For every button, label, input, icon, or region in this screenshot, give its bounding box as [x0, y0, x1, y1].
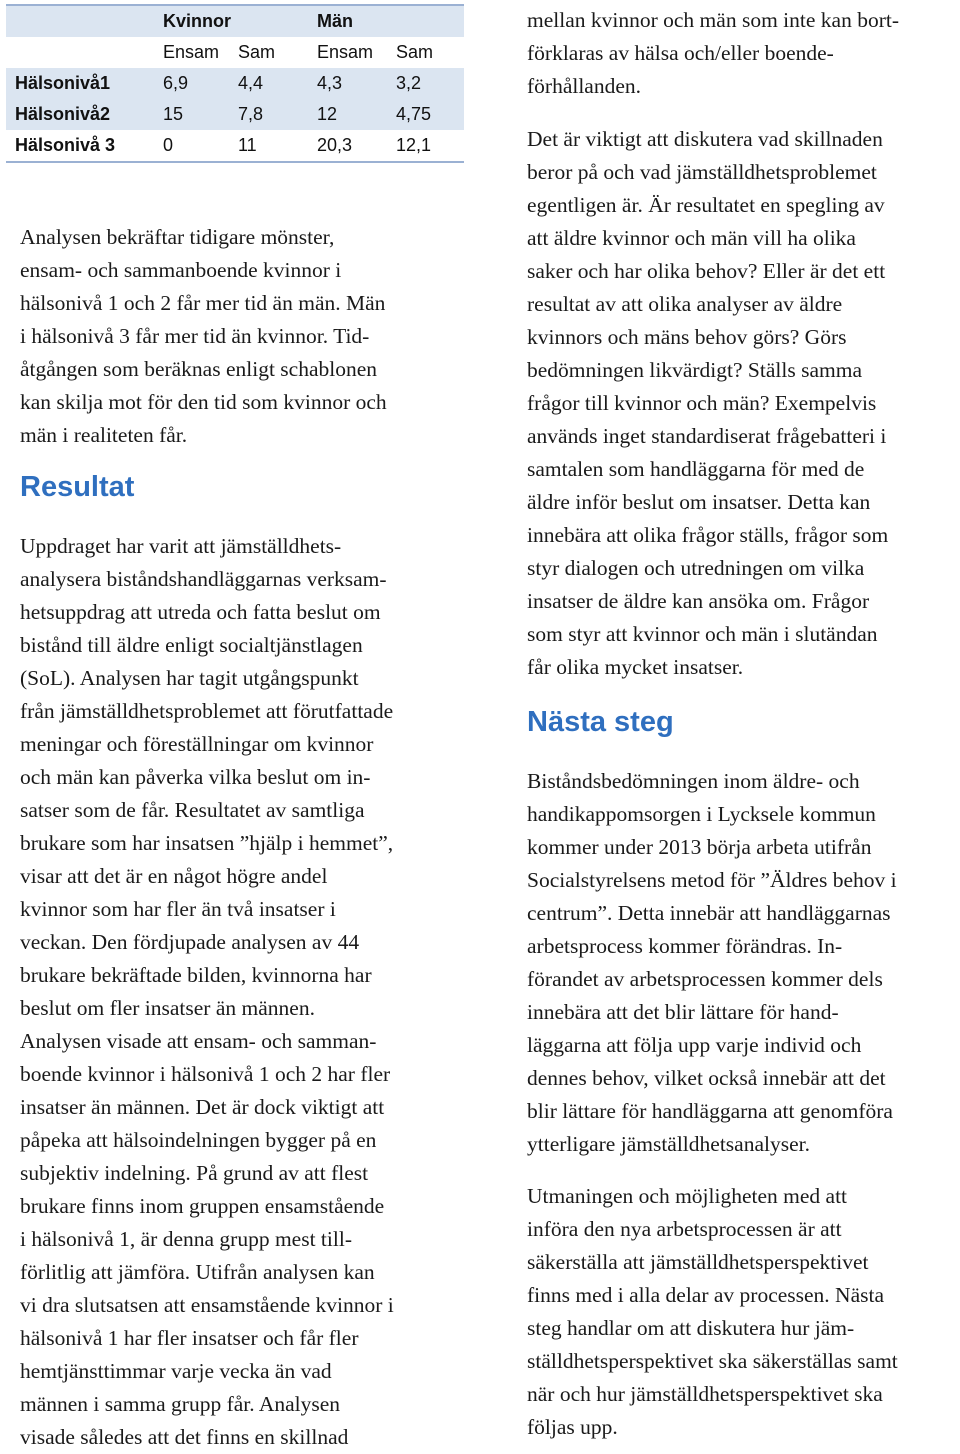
table-cell: 15: [151, 99, 226, 130]
text-line: innebära att det blir lättare för hand-: [527, 1000, 839, 1024]
text-line: och män kan påverka vilka beslut om in-: [20, 765, 371, 789]
text-line: förklaras av hälsa och/eller boende-: [527, 41, 834, 65]
challenge-paragraph: [527, 1180, 898, 1444]
text-line: från jämställdhetsproblemet att förutfattade: [20, 699, 394, 723]
text-line: påpeka att hälsoindelningen bygger på en: [20, 1128, 377, 1152]
text-line: brukare som har insatsen ”hjälp i hemmet”,: [20, 831, 394, 855]
text-line: när och hur jämställdhetsperspektivet ska: [527, 1382, 883, 1406]
text-line: beslut om fler insatser än männen.: [20, 996, 315, 1020]
table-subheader-row: [6, 37, 464, 68]
text-line: beror på och vad jämställdhetsproblemet: [527, 160, 877, 184]
intro-paragraph: [20, 221, 387, 452]
text-line: Socialstyrelsens metod för ”Äldres behov i: [527, 868, 897, 892]
text-line: förhållanden.: [527, 74, 642, 98]
text-line: saker och har olika behov? Eller är det ett: [527, 259, 886, 283]
next-steps-paragraph: [527, 765, 897, 1161]
discussion-paragraph: [527, 123, 888, 684]
table-cell: 11: [226, 130, 305, 162]
text-line: hälsonivå 1 och 2 får mer tid än män. Män: [20, 291, 386, 315]
text-line: hemtjänsttimmar varje vecka än vad: [20, 1359, 332, 1383]
text-line: dennes behov, vilket också innebär att det: [527, 1066, 886, 1090]
row-label: Hälsonivå 3: [6, 130, 151, 162]
text-line: männen i samma grupp får. Analysen: [20, 1392, 341, 1416]
table-cell: 4,3: [305, 68, 384, 99]
text-line: resultat av att olika analyser av äldre: [527, 292, 843, 316]
subheader-cell: Sam: [396, 42, 434, 62]
table-cell: 4,4: [226, 68, 305, 99]
text-line: Det är viktigt att diskutera vad skillnaden: [527, 127, 883, 151]
continued-paragraph: [527, 4, 899, 103]
next-steps-heading: Nästa steg: [527, 706, 674, 738]
text-line: Analysen bekräftar tidigare mönster,: [20, 225, 335, 249]
table-cell: 6,9: [151, 68, 226, 99]
text-line: i hälsonivå 3 får mer tid än kvinnor. Tid-: [20, 324, 370, 348]
text-line: mellan kvinnor och män som inte kan bort-: [527, 8, 899, 32]
text-line: åtgången som beräknas enligt schablonen: [20, 357, 378, 381]
text-line: som styr att kvinnor och män i slutändan: [527, 622, 878, 646]
text-line: läggarna att följa upp varje individ och: [527, 1033, 862, 1057]
subheader-cell: Ensam: [317, 42, 374, 62]
text-line: samtalen som handläggarna för med de: [527, 457, 865, 481]
text-line: får olika mycket insatser.: [527, 655, 744, 679]
table-cell: 7,8: [226, 99, 305, 130]
text-line: Utmaningen och möjligheten med att: [527, 1184, 848, 1208]
text-line: kommer under 2013 börja arbeta utifrån: [527, 835, 872, 859]
text-line: meningar och föreställningar om kvinnor: [20, 732, 374, 756]
text-line: ställdhetsperspektivet ska säkerställas samt: [527, 1349, 898, 1373]
table-row: [6, 99, 464, 130]
text-line: (SoL). Analysen har tagit utgångspunkt: [20, 666, 359, 690]
text-line: äldre inför beslut om insatser. Detta kan: [527, 490, 871, 514]
text-line: centrum”. Detta innebär att handläggarnas: [527, 901, 891, 925]
text-line: Uppdraget har varit att jämställdhets-: [20, 534, 342, 558]
text-line: steg handlar om att diskutera hur jäm-: [527, 1316, 855, 1340]
results-paragraph: [20, 530, 394, 1454]
text-line: arbetsprocess kommer förändras. In-: [527, 934, 843, 958]
text-line: styr dialogen och utredningen om vilka: [527, 556, 865, 580]
text-line: finns med i alla delar av processen. Nästa: [527, 1283, 885, 1307]
text-line: blir lättare för handläggarna att genomföra: [527, 1099, 893, 1123]
table-group-header-row: [6, 5, 464, 37]
text-line: brukare bekräftade bilden, kvinnorna har: [20, 963, 372, 987]
text-line: förlitlig att jämföra. Utifrån analysen kan: [20, 1260, 375, 1284]
text-line: insatser än männen. Det är dock viktigt att: [20, 1095, 385, 1119]
text-line: i hälsonivå 1, är denna grupp mest till-: [20, 1227, 352, 1251]
group-header-women: Kvinnor: [151, 5, 305, 37]
text-line: bistånd till äldre enligt socialtjänstlagen: [20, 633, 363, 657]
text-line: satser som de får. Resultatet av samtliga: [20, 798, 365, 822]
text-line: används inget standardiserat frågebatteri i: [527, 424, 887, 448]
text-line: män i realiteten får.: [20, 423, 188, 447]
table-cell: 20,3: [305, 130, 384, 162]
table-cell: 4,75: [384, 99, 464, 130]
text-line: vi dra slutsatsen att ensamstående kvinnor i: [20, 1293, 394, 1317]
table-cell: 12: [305, 99, 384, 130]
text-line: säkerställa att jämställdhetsperspektivet: [527, 1250, 869, 1274]
text-line: bedömningen likvärdigt? Ställs samma: [527, 358, 862, 382]
text-line: kvinnor som har fler än två insatser i: [20, 897, 336, 921]
text-line: egentligen är. Är resultatet en spegling av: [527, 193, 885, 217]
text-line: införa den nya arbetsprocessen är att: [527, 1217, 842, 1241]
text-line: frågor till kvinnor och män? Exempelvis: [527, 391, 877, 415]
table-corner-cell: [6, 5, 151, 37]
table-cell: 3,2: [384, 68, 464, 99]
table-cell: 12,1: [384, 130, 464, 162]
row-label: Hälsonivå2: [6, 99, 151, 130]
group-header-men: Män: [305, 5, 464, 37]
text-line: kan skilja mot för den tid som kvinnor och: [20, 390, 387, 414]
text-line: innebära att olika frågor ställs, frågor som: [527, 523, 889, 547]
text-line: boende kvinnor i hälsonivå 1 och 2 har fler: [20, 1062, 391, 1086]
text-line: visade således att det finns en skillnad: [20, 1425, 349, 1449]
text-line: handikappomsorgen i Lycksele kommun: [527, 802, 876, 826]
text-line: insatser de äldre kan ansöka om. Frågor: [527, 589, 870, 613]
subheader-cell: Sam: [238, 42, 276, 62]
text-line: analysera biståndshandläggarnas verksam-: [20, 567, 387, 591]
health-level-table: [6, 4, 464, 163]
text-line: ensam- och sammanboende kvinnor i: [20, 258, 342, 282]
text-line: att äldre kvinnor och män vill ha olika: [527, 226, 856, 250]
row-label: Hälsonivå1: [6, 68, 151, 99]
results-heading: Resultat: [20, 471, 135, 503]
text-line: Biståndsbedömningen inom äldre- och: [527, 769, 860, 793]
table-row: [6, 68, 464, 99]
text-line: ytterligare jämställdhetsanalyser.: [527, 1132, 810, 1156]
text-line: följas upp.: [527, 1415, 618, 1439]
text-line: subjektiv indelning. På grund av att flest: [20, 1161, 369, 1185]
text-line: visar att det är en något högre andel: [20, 864, 328, 888]
text-line: veckan. Den fördjupade analysen av 44: [20, 930, 360, 954]
text-line: Analysen visade att ensam- och samman-: [20, 1029, 377, 1053]
text-line: hälsonivå 1 har fler insatser och får fler: [20, 1326, 359, 1350]
table-cell: 0: [151, 130, 226, 162]
text-line: hetsuppdrag att utreda och fatta beslut om: [20, 600, 381, 624]
table-corner-cell: [6, 37, 151, 68]
table-row: [6, 130, 464, 162]
text-line: brukare finns inom gruppen ensamstående: [20, 1194, 385, 1218]
text-line: förandet av arbetsprocessen kommer dels: [527, 967, 883, 991]
text-line: kvinnors och mäns behov görs? Görs: [527, 325, 847, 349]
subheader-cell: Ensam: [163, 42, 220, 62]
